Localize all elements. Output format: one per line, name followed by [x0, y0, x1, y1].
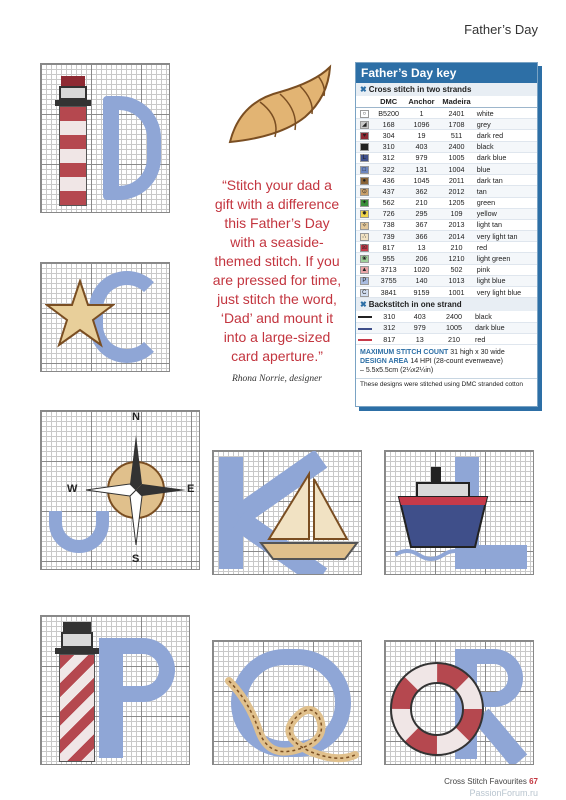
key-row: [356, 119, 537, 130]
backstitch-section: [356, 298, 537, 311]
madeira-code: 2400: [435, 311, 473, 322]
thread-color-name: pink: [475, 264, 537, 275]
starfish-icon: [45, 279, 115, 349]
thread-symbol-icon: ⊙: [361, 188, 367, 195]
chart-letter-d: [40, 63, 170, 213]
anchor-code: 367: [405, 219, 439, 230]
sailboat-icon: [259, 469, 359, 561]
thread-symbol-icon: ☒: [361, 244, 368, 251]
thread-color-name: black: [473, 311, 537, 322]
madeira-code: 1210: [438, 253, 474, 264]
madeira-code: 2011: [438, 175, 474, 186]
design-area-value: 14 HPI (28-count evenweave): [410, 358, 503, 366]
compass-north-label: N: [132, 411, 140, 423]
thread-symbol-icon: ▲: [361, 267, 368, 274]
backstitch-line-icon: [358, 316, 372, 318]
anchor-code: 979: [405, 152, 439, 163]
madeira-code: 1005: [438, 152, 474, 163]
dmc-code: 312: [374, 322, 404, 333]
thread-color-name: yellow: [475, 208, 537, 219]
thread-color-name: dark blue: [473, 322, 537, 333]
anchor-header: Anchor: [405, 96, 439, 108]
design-area-label: DESIGN AREA: [360, 358, 409, 366]
madeira-code: 1001: [438, 287, 474, 298]
dmc-code: 437: [373, 186, 405, 197]
dmc-code: 817: [374, 334, 404, 345]
dmc-code: 436: [373, 175, 405, 186]
madeira-code: 1205: [438, 197, 474, 208]
key-row: [356, 334, 537, 345]
madeira-code: 2014: [438, 231, 474, 242]
thread-color-name: very light tan: [475, 231, 537, 242]
chart-letter-r: [384, 640, 534, 765]
thread-color-name: light blue: [475, 275, 537, 286]
madeira-code: 2401: [438, 108, 474, 119]
madeira-code: 1708: [438, 119, 474, 130]
madeira-code: 511: [438, 130, 474, 141]
anchor-code: 1045: [405, 175, 439, 186]
dmc-code: 3713: [373, 264, 405, 275]
anchor-code: 1020: [405, 264, 439, 275]
anchor-code: 13: [404, 334, 434, 345]
key-row: [356, 311, 537, 322]
key-row: [356, 130, 537, 141]
thread-color-name: very light blue: [475, 287, 537, 298]
dmc-code: 310: [373, 141, 405, 152]
madeira-code: 502: [438, 264, 474, 275]
backstitch-table: [356, 311, 537, 345]
page-footer: [444, 777, 538, 786]
key-footnote: These designs were stitched using DMC stranded cotton: [356, 378, 537, 390]
key-row: [356, 219, 537, 230]
thread-color-name: dark red: [475, 130, 537, 141]
thread-color-name: light tan: [475, 219, 537, 230]
dmc-code: 726: [373, 208, 405, 219]
thread-symbol-icon: ◢: [360, 121, 369, 129]
backstitch-line-icon: [358, 328, 372, 330]
dmc-code: 817: [373, 242, 405, 253]
thread-color-name: dark blue: [475, 152, 537, 163]
chart-letter-p: [40, 615, 190, 765]
lighthouse-icon: [53, 622, 101, 762]
thread-key-panel: [355, 62, 538, 407]
anchor-code: 403: [405, 141, 439, 152]
letter-p-shape: [99, 638, 179, 758]
dmc-code: 562: [373, 197, 405, 208]
dmc-header: DMC: [373, 96, 405, 108]
compass-icon: [81, 425, 191, 555]
rope-icon: [219, 671, 359, 763]
anchor-code: 140: [405, 275, 439, 286]
madeira-code: 2013: [438, 219, 474, 230]
madeira-code: 210: [438, 242, 474, 253]
design-area-size: – 5.5x5.5cm (2¼x2¼in): [360, 367, 434, 375]
anchor-code: 362: [405, 186, 439, 197]
anchor-code: 366: [405, 231, 439, 242]
thread-symbol-icon: ○: [360, 110, 369, 118]
madeira-header: Madeira: [438, 96, 474, 108]
compass-west-label: W: [67, 483, 78, 495]
key-row: [356, 264, 537, 275]
chart-letter-l: [384, 450, 534, 575]
thread-symbol-icon: P: [360, 277, 369, 285]
cross-icon: ✖: [360, 85, 367, 94]
key-row: [356, 242, 537, 253]
key-row: [356, 163, 537, 174]
key-row: [356, 186, 537, 197]
dmc-code: 312: [373, 152, 405, 163]
anchor-code: 9159: [405, 287, 439, 298]
anchor-code: 19: [405, 130, 439, 141]
letter-d-shape: [103, 96, 161, 200]
cross-stitch-table: [356, 96, 537, 298]
dmc-code: 739: [373, 231, 405, 242]
thread-color-name: light green: [475, 253, 537, 264]
madeira-code: 2400: [438, 141, 474, 152]
madeira-code: 1013: [438, 275, 474, 286]
dmc-code: 168: [373, 119, 405, 130]
designer-quote: [212, 176, 342, 384]
anchor-code: 979: [404, 322, 434, 333]
anchor-code: 206: [405, 253, 439, 264]
anchor-code: 403: [404, 311, 434, 322]
thread-symbol-icon: ●: [360, 177, 369, 185]
madeira-code: 109: [438, 208, 474, 219]
key-row: [356, 197, 537, 208]
anchor-code: 131: [405, 163, 439, 174]
madeira-code: 2012: [438, 186, 474, 197]
cross-section-label: Cross stitch in two strands: [368, 85, 472, 94]
thread-symbol-icon: ∴: [360, 233, 369, 241]
dmc-code: B5200: [373, 108, 405, 119]
watermark: PassionForum.ru: [469, 788, 538, 798]
chart-letter-j: [40, 410, 200, 570]
stitch-count-notes: [356, 345, 537, 378]
thread-color-name: red: [473, 334, 537, 345]
thread-color-name: black: [475, 141, 537, 152]
thread-symbol-icon: ✧: [361, 222, 367, 229]
thread-color-name: tan: [475, 186, 537, 197]
key-row: [356, 231, 537, 242]
backstitch-line-icon: [358, 339, 372, 341]
anchor-code: 210: [405, 197, 439, 208]
thread-symbol-icon: ✦: [361, 200, 367, 207]
thread-color-name: dark tan: [475, 175, 537, 186]
dmc-code: 3841: [373, 287, 405, 298]
lighthouse-icon: [53, 76, 93, 206]
shell-icon: [220, 62, 340, 152]
max-count-label: MAXIMUM STITCH COUNT: [360, 349, 449, 357]
dmc-code: 304: [373, 130, 405, 141]
thread-color-name: blue: [475, 163, 537, 174]
key-row: [356, 141, 537, 152]
thread-color-name: green: [475, 197, 537, 208]
anchor-code: 1: [405, 108, 439, 119]
chart-letter-k: [212, 450, 362, 575]
dmc-code: 322: [373, 163, 405, 174]
key-row: [356, 275, 537, 286]
footer-page-number: 67: [529, 777, 538, 786]
thread-symbol-icon: L: [360, 154, 369, 162]
thread-color-name: grey: [475, 119, 537, 130]
page-header-title: Father’s Day: [464, 22, 538, 37]
compass-east-label: E: [187, 483, 195, 495]
thread-symbol-icon: ♥: [360, 132, 369, 140]
chart-letter-g: [40, 262, 170, 372]
thread-symbol-icon: ❀: [361, 256, 367, 263]
key-row: [356, 253, 537, 264]
key-title: Father’s Day key: [356, 63, 537, 83]
anchor-code: 295: [405, 208, 439, 219]
madeira-code: 1005: [435, 322, 473, 333]
anchor-code: 13: [405, 242, 439, 253]
cross-icon: ✖: [360, 300, 367, 310]
ship-icon: [395, 467, 491, 567]
thread-color-name: red: [475, 242, 537, 253]
lifebuoy-icon: [389, 661, 485, 757]
backstitch-section-label: Backstitch in one strand: [368, 300, 462, 310]
key-row: [356, 208, 537, 219]
madeira-code: 1004: [438, 163, 474, 174]
thread-symbol-icon: C: [360, 289, 369, 297]
dmc-code: 738: [373, 219, 405, 230]
footer-magazine: Cross Stitch Favourites: [444, 777, 527, 786]
key-row: [356, 108, 537, 119]
cross-stitch-section: [356, 83, 537, 96]
thread-symbol-icon: □: [360, 166, 369, 174]
key-row: [356, 322, 537, 333]
key-row: [356, 287, 537, 298]
chart-letter-q: [212, 640, 362, 765]
dmc-code: 310: [374, 311, 404, 322]
thread-symbol-icon: ✸: [361, 211, 367, 218]
key-row: [356, 152, 537, 163]
compass-south-label: S: [132, 553, 140, 565]
dmc-code: 955: [373, 253, 405, 264]
quote-text: “Stitch your dad a gift with a difference this Father’s Day with a seaside-themed stitch. If you are pressed for time, just stitch the word, ‘Dad’ and mount it into a large-sized card aperture.”: [212, 177, 342, 364]
madeira-code: 210: [435, 334, 473, 345]
thread-symbol-icon: ■: [360, 143, 369, 151]
max-count-value: 31 high x 30 wide: [450, 349, 505, 357]
anchor-code: 1096: [405, 119, 439, 130]
key-row: [356, 175, 537, 186]
thread-color-name: white: [475, 108, 537, 119]
dmc-code: 3755: [373, 275, 405, 286]
quote-author: Rhona Norrie, designer: [232, 374, 322, 384]
